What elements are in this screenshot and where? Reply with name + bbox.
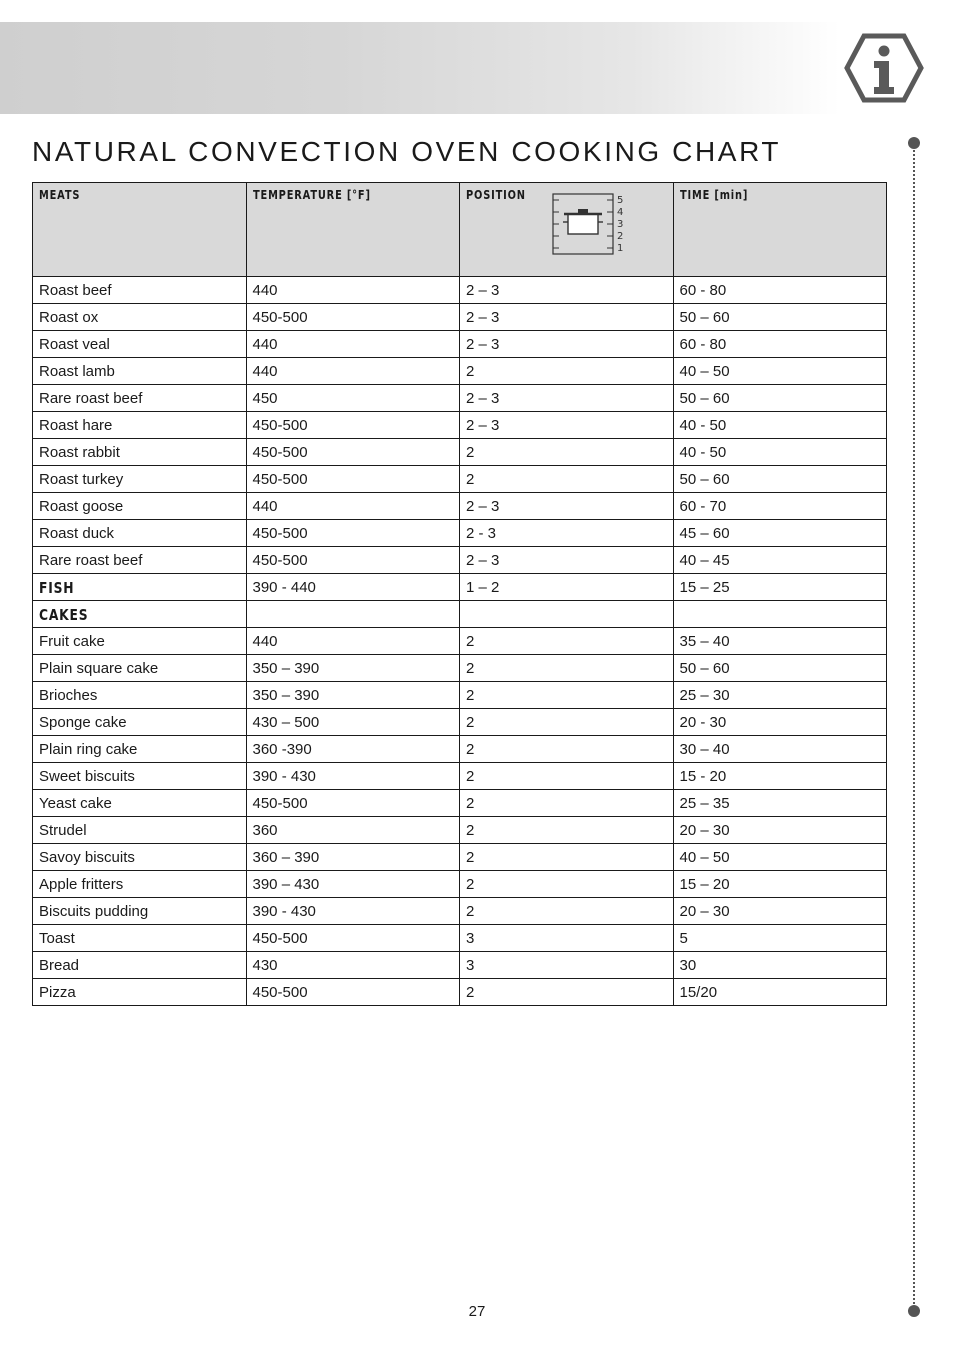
time-cell: 60 - 70 — [673, 493, 887, 520]
temperature-cell: 430 — [246, 952, 460, 979]
temperature-cell: 390 – 430 — [246, 871, 460, 898]
table-row — [33, 466, 887, 493]
cooking-chart-table — [32, 182, 887, 1006]
food-name-cell: Pizza — [33, 979, 247, 1006]
column-header-temperature: TEMPERATURE [°F] — [246, 183, 460, 277]
position-cell: 3 — [460, 925, 674, 952]
table-row — [33, 520, 887, 547]
position-cell: 2 – 3 — [460, 493, 674, 520]
temperature-cell: 390 - 440 — [246, 574, 460, 601]
time-cell: 60 - 80 — [673, 331, 887, 358]
table-row — [33, 871, 887, 898]
table-row — [33, 304, 887, 331]
food-name-cell: Savoy biscuits — [33, 844, 247, 871]
temperature-cell: 440 — [246, 358, 460, 385]
temperature-cell: 450-500 — [246, 979, 460, 1006]
section-row — [33, 601, 887, 628]
table-row — [33, 682, 887, 709]
time-cell: 30 — [673, 952, 887, 979]
position-cell: 2 — [460, 736, 674, 763]
table-body — [33, 277, 887, 1006]
temperature-cell: 450 — [246, 385, 460, 412]
position-cell: 2 — [460, 439, 674, 466]
position-cell: 2 — [460, 817, 674, 844]
position-cell: 2 — [460, 898, 674, 925]
food-name-cell: Sponge cake — [33, 709, 247, 736]
time-cell: 15 - 20 — [673, 763, 887, 790]
table-row — [33, 331, 887, 358]
temperature-cell: 390 - 430 — [246, 898, 460, 925]
position-cell: 2 – 3 — [460, 412, 674, 439]
temperature-cell: 360 – 390 — [246, 844, 460, 871]
shelf-level-4: 4 — [617, 207, 625, 218]
temperature-cell: 350 – 390 — [246, 682, 460, 709]
position-cell: 2 — [460, 358, 674, 385]
position-cell: 2 – 3 — [460, 331, 674, 358]
position-cell: 2 – 3 — [460, 547, 674, 574]
time-cell: 60 - 80 — [673, 277, 887, 304]
section-label-text: FISH — [39, 578, 75, 597]
temperature-cell: 450-500 — [246, 304, 460, 331]
position-cell: 2 — [460, 979, 674, 1006]
table-row — [33, 736, 887, 763]
food-name-cell: Roast ox — [33, 304, 247, 331]
header-band — [0, 22, 840, 114]
food-name-cell: Sweet biscuits — [33, 763, 247, 790]
time-cell: 50 – 60 — [673, 466, 887, 493]
food-name-cell: Roast lamb — [33, 358, 247, 385]
food-name-cell: Brioches — [33, 682, 247, 709]
time-cell: 30 – 40 — [673, 736, 887, 763]
time-cell: 5 — [673, 925, 887, 952]
time-cell: 40 – 45 — [673, 547, 887, 574]
table-row — [33, 817, 887, 844]
food-name-cell: Yeast cake — [33, 790, 247, 817]
food-name-cell: Strudel — [33, 817, 247, 844]
table-row — [33, 277, 887, 304]
table-row — [33, 844, 887, 871]
dotted-rail — [913, 143, 915, 1311]
food-name-cell: Biscuits pudding — [33, 898, 247, 925]
time-cell: 25 – 30 — [673, 682, 887, 709]
info-icon — [844, 33, 924, 103]
time-cell — [673, 601, 887, 628]
time-cell: 15 – 20 — [673, 871, 887, 898]
column-header-time: TIME [min] — [673, 183, 887, 277]
page-title: NATURAL CONVECTION OVEN COOKING CHART — [32, 136, 782, 167]
section-label-text: CAKES — [39, 605, 89, 624]
temperature-cell: 360 -390 — [246, 736, 460, 763]
table-row — [33, 358, 887, 385]
position-cell: 2 — [460, 763, 674, 790]
table-row — [33, 412, 887, 439]
column-header-meats: MEATS — [33, 183, 247, 277]
shelf-level-3: 3 — [617, 219, 625, 230]
table-row — [33, 898, 887, 925]
shelf-level-1: 1 — [617, 243, 625, 254]
temperature-cell: 350 – 390 — [246, 655, 460, 682]
food-name-cell: Fruit cake — [33, 628, 247, 655]
time-cell: 15 – 25 — [673, 574, 887, 601]
position-cell: 2 — [460, 709, 674, 736]
column-header-position: POSITION 5 4 3 2 1 — [460, 183, 674, 277]
temperature-cell: 450-500 — [246, 925, 460, 952]
temperature-cell: 450-500 — [246, 547, 460, 574]
food-name-cell: Apple fritters — [33, 871, 247, 898]
food-name-cell: Roast rabbit — [33, 439, 247, 466]
position-cell: 2 – 3 — [460, 385, 674, 412]
temperature-cell: 440 — [246, 277, 460, 304]
table-row — [33, 709, 887, 736]
food-name-cell: Bread — [33, 952, 247, 979]
time-cell: 15/20 — [673, 979, 887, 1006]
position-cell: 2 — [460, 628, 674, 655]
position-cell: 2 – 3 — [460, 304, 674, 331]
temperature-cell: 450-500 — [246, 790, 460, 817]
food-name-cell: Rare roast beef — [33, 385, 247, 412]
food-name-cell: Plain square cake — [33, 655, 247, 682]
table-row — [33, 628, 887, 655]
time-cell: 20 – 30 — [673, 898, 887, 925]
temperature-cell: 450-500 — [246, 520, 460, 547]
temperature-cell: 450-500 — [246, 412, 460, 439]
position-cell: 2 — [460, 655, 674, 682]
food-name-cell: Roast beef — [33, 277, 247, 304]
food-name-cell: Roast goose — [33, 493, 247, 520]
position-cell: 2 – 3 — [460, 277, 674, 304]
table-row — [33, 547, 887, 574]
position-cell: 2 — [460, 871, 674, 898]
temperature-cell: 360 — [246, 817, 460, 844]
temperature-cell: 440 — [246, 628, 460, 655]
time-cell: 40 - 50 — [673, 412, 887, 439]
temperature-cell: 450-500 — [246, 439, 460, 466]
time-cell: 50 – 60 — [673, 655, 887, 682]
table-header-row — [33, 183, 887, 277]
table-row — [33, 790, 887, 817]
time-cell: 40 – 50 — [673, 844, 887, 871]
food-name-cell: Plain ring cake — [33, 736, 247, 763]
temperature-cell — [246, 601, 460, 628]
section-label-cell — [33, 574, 247, 601]
temperature-cell: 450-500 — [246, 466, 460, 493]
table-row — [33, 925, 887, 952]
shelf-level-2: 2 — [617, 231, 625, 242]
food-name-cell: Roast hare — [33, 412, 247, 439]
table-row — [33, 439, 887, 466]
position-cell: 2 — [460, 682, 674, 709]
food-name-cell: Toast — [33, 925, 247, 952]
temperature-cell: 430 – 500 — [246, 709, 460, 736]
table-row — [33, 952, 887, 979]
food-name-cell: Roast veal — [33, 331, 247, 358]
section-row — [33, 574, 887, 601]
time-cell: 50 – 60 — [673, 385, 887, 412]
time-cell: 45 – 60 — [673, 520, 887, 547]
section-label-cell — [33, 601, 247, 628]
food-name-cell: Rare roast beef — [33, 547, 247, 574]
table-row — [33, 979, 887, 1006]
table-row — [33, 493, 887, 520]
time-cell: 35 – 40 — [673, 628, 887, 655]
table-row — [33, 385, 887, 412]
time-cell: 40 - 50 — [673, 439, 887, 466]
time-cell: 40 – 50 — [673, 358, 887, 385]
position-cell: 2 — [460, 790, 674, 817]
position-cell — [460, 601, 674, 628]
position-cell: 2 - 3 — [460, 520, 674, 547]
position-cell: 1 – 2 — [460, 574, 674, 601]
temperature-cell: 440 — [246, 493, 460, 520]
time-cell: 20 – 30 — [673, 817, 887, 844]
temperature-cell: 390 - 430 — [246, 763, 460, 790]
position-cell: 2 — [460, 466, 674, 493]
temperature-cell: 440 — [246, 331, 460, 358]
time-cell: 50 – 60 — [673, 304, 887, 331]
food-name-cell: Roast turkey — [33, 466, 247, 493]
position-cell: 3 — [460, 952, 674, 979]
time-cell: 25 – 35 — [673, 790, 887, 817]
food-name-cell: Roast duck — [33, 520, 247, 547]
table-row — [33, 655, 887, 682]
shelf-level-5: 5 — [617, 195, 625, 206]
page-number: 27 — [468, 1303, 486, 1320]
rail-dot-top — [908, 137, 920, 149]
table-row — [33, 763, 887, 790]
position-cell: 2 — [460, 844, 674, 871]
oven-shelf-diagram-icon — [550, 192, 630, 256]
time-cell: 20 - 30 — [673, 709, 887, 736]
